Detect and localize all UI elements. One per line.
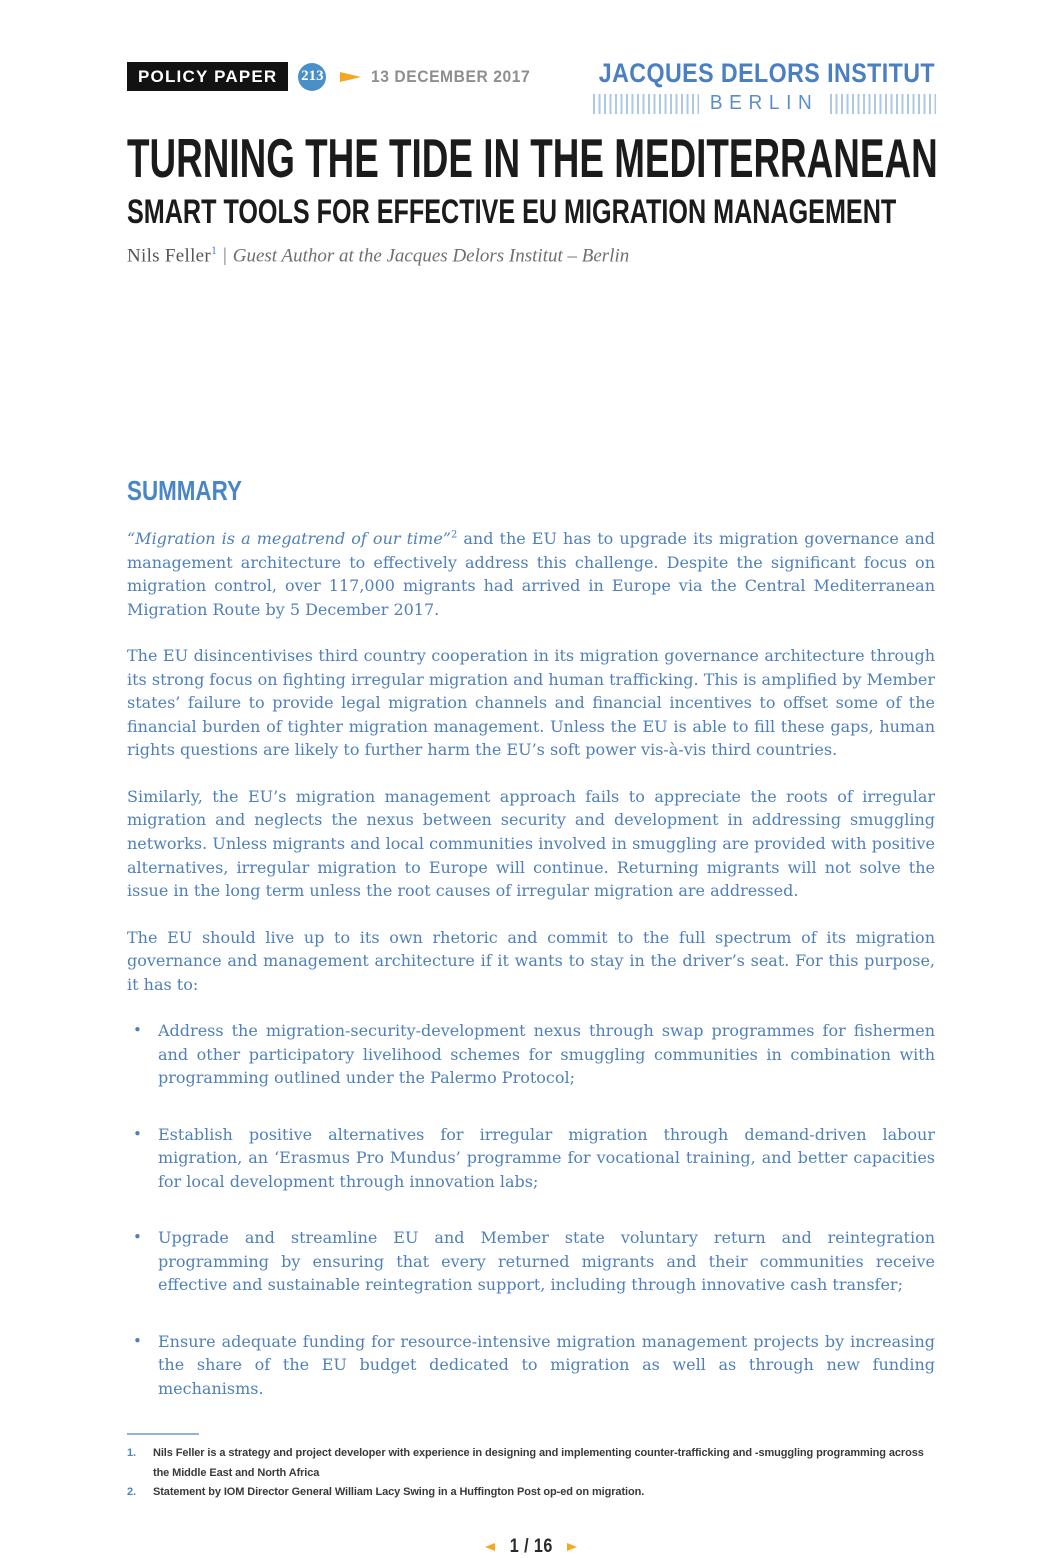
list-item — [127, 1123, 935, 1194]
institute-logo-title: JACQUES DELORS INSTITUT — [599, 58, 936, 88]
institute-logo — [544, 58, 935, 115]
footnotes-section — [127, 1433, 935, 1502]
bullet-icon: • — [133, 1124, 142, 1143]
bullet-icon: • — [133, 1331, 142, 1350]
summary-paragraph-4: The EU should live up to its own rhetoric and commit to the full spectrum of its migration governance and management architecture if it wants to stay in the driver’s seat. For this purpose, it has to: — [127, 927, 935, 994]
footnote-number: 2. — [127, 1485, 136, 1498]
institute-logo-subline — [593, 92, 935, 115]
list-item — [127, 1226, 935, 1297]
author-name: Nils Feller — [127, 245, 212, 267]
opening-quote: “Migration is a megatrend of our time” — [127, 529, 451, 549]
logo-bars-right-icon — [830, 94, 936, 114]
footnote-text: Statement by IOM Director General William Lacy Swing in a Huffington Post op-ed on migration. — [153, 1485, 645, 1498]
author-separator: | — [222, 245, 227, 267]
page-indicator: 1 / 16 — [509, 1536, 553, 1558]
arrow-left-icon — [485, 1543, 495, 1551]
author-footnote-ref: 1 — [211, 244, 217, 257]
author-line — [127, 244, 935, 267]
arrow-right-icon — [340, 72, 361, 82]
page-footer — [127, 1536, 935, 1558]
policy-paper-badge: POLICY PAPER — [127, 62, 288, 91]
header-meta — [127, 62, 544, 91]
summary-paragraph-3: Similarly, the EU’s migration management approach fails to appreciate the roots of irregular migration and neglects the nexus between security and development in addressing smuggling networks. Unless migrants and local communities involved in smuggling are provided with positive alternatives, irregular migration to Europe will continue. Returning migrants will not solve the issue in the long term unless the root causes of irregular migration are addressed. — [127, 786, 935, 901]
page-header — [127, 58, 935, 115]
page-title: TURNING THE TIDE IN THE MEDITERRANEAN — [127, 127, 938, 189]
publication-date: 13 DECEMBER 2017 — [371, 66, 531, 86]
masthead — [127, 127, 938, 267]
footnote-number: 1. — [127, 1447, 136, 1460]
footnote-2 — [127, 1483, 935, 1502]
list-item — [127, 1019, 935, 1090]
page-subtitle: SMART TOOLS FOR EFFECTIVE EU MIGRATION MANAGEMENT — [127, 193, 897, 231]
list-item-text: Establish positive alternatives for irregular migration through demand-driven labour migration, an ‘Erasmus Pro Mundus’ programme for vocational training, and better capacities for local development through innovation labs; — [158, 1124, 935, 1191]
footnote-text: Nils Feller is a strategy and project developer with experience in designing and implementing counter-trafficking and -smuggling programming across the Middle East and North Africa — [153, 1447, 924, 1479]
logo-bars-left-icon — [593, 94, 699, 114]
issue-number-badge: 213 — [298, 63, 326, 91]
list-item-text: Address the migration-security-development nexus through swap programmes for fishermen and other participatory livelihood schemes for smuggling communities in combination with programming outlined under the Palermo Protocol; — [158, 1021, 935, 1088]
bullet-icon: • — [133, 1228, 142, 1247]
summary-paragraph-1 — [127, 527, 935, 621]
bullet-icon: • — [133, 1021, 142, 1040]
paragraph-1-text: and the EU has to upgrade its migration governance and management architecture to effectively address this challenge. Despite the significant focus on migration control, over 117,000 migrants had arrived in Europe via the Central Mediterranean Migration Route by 5 December 2017. — [127, 529, 935, 619]
footnote-1 — [127, 1444, 935, 1483]
list-item — [127, 1330, 935, 1401]
recommendation-list — [127, 1019, 935, 1400]
author-role: Guest Author at the Jacques Delors Institut – Berlin — [232, 245, 630, 267]
list-item-text: Upgrade and streamline EU and Member state voluntary return and reintegration programming by ensuring that every returned migrants and their communities receive effective and sustainable reintegration support, including through innovative cash transfer; — [158, 1228, 935, 1295]
summary-body — [127, 527, 935, 1433]
list-item-text: Ensure adequate funding for resource-intensive migration management projects by increasing the share of the EU budget dedicated to migration as well as through new funding mechanisms. — [158, 1331, 935, 1398]
arrow-right-icon — [567, 1543, 577, 1551]
summary-paragraph-2: The EU disincentivises third country cooperation in its migration governance architecture through its strong focus on fighting irregular migration and human trafficking. This is amplified by Member states’ failure to provide legal migration channels and financial incentives to offset some of the financial burden of tighter migration management. Unless the EU is able to fill these gaps, human rights questions are likely to further harm the EU’s soft power vis-à-vis third countries. — [127, 646, 935, 760]
footnote-rule — [127, 1433, 199, 1435]
institute-logo-city: BERLIN — [710, 92, 819, 114]
quote-footnote-ref: 2 — [450, 530, 458, 541]
summary-heading: SUMMARY — [127, 475, 242, 507]
